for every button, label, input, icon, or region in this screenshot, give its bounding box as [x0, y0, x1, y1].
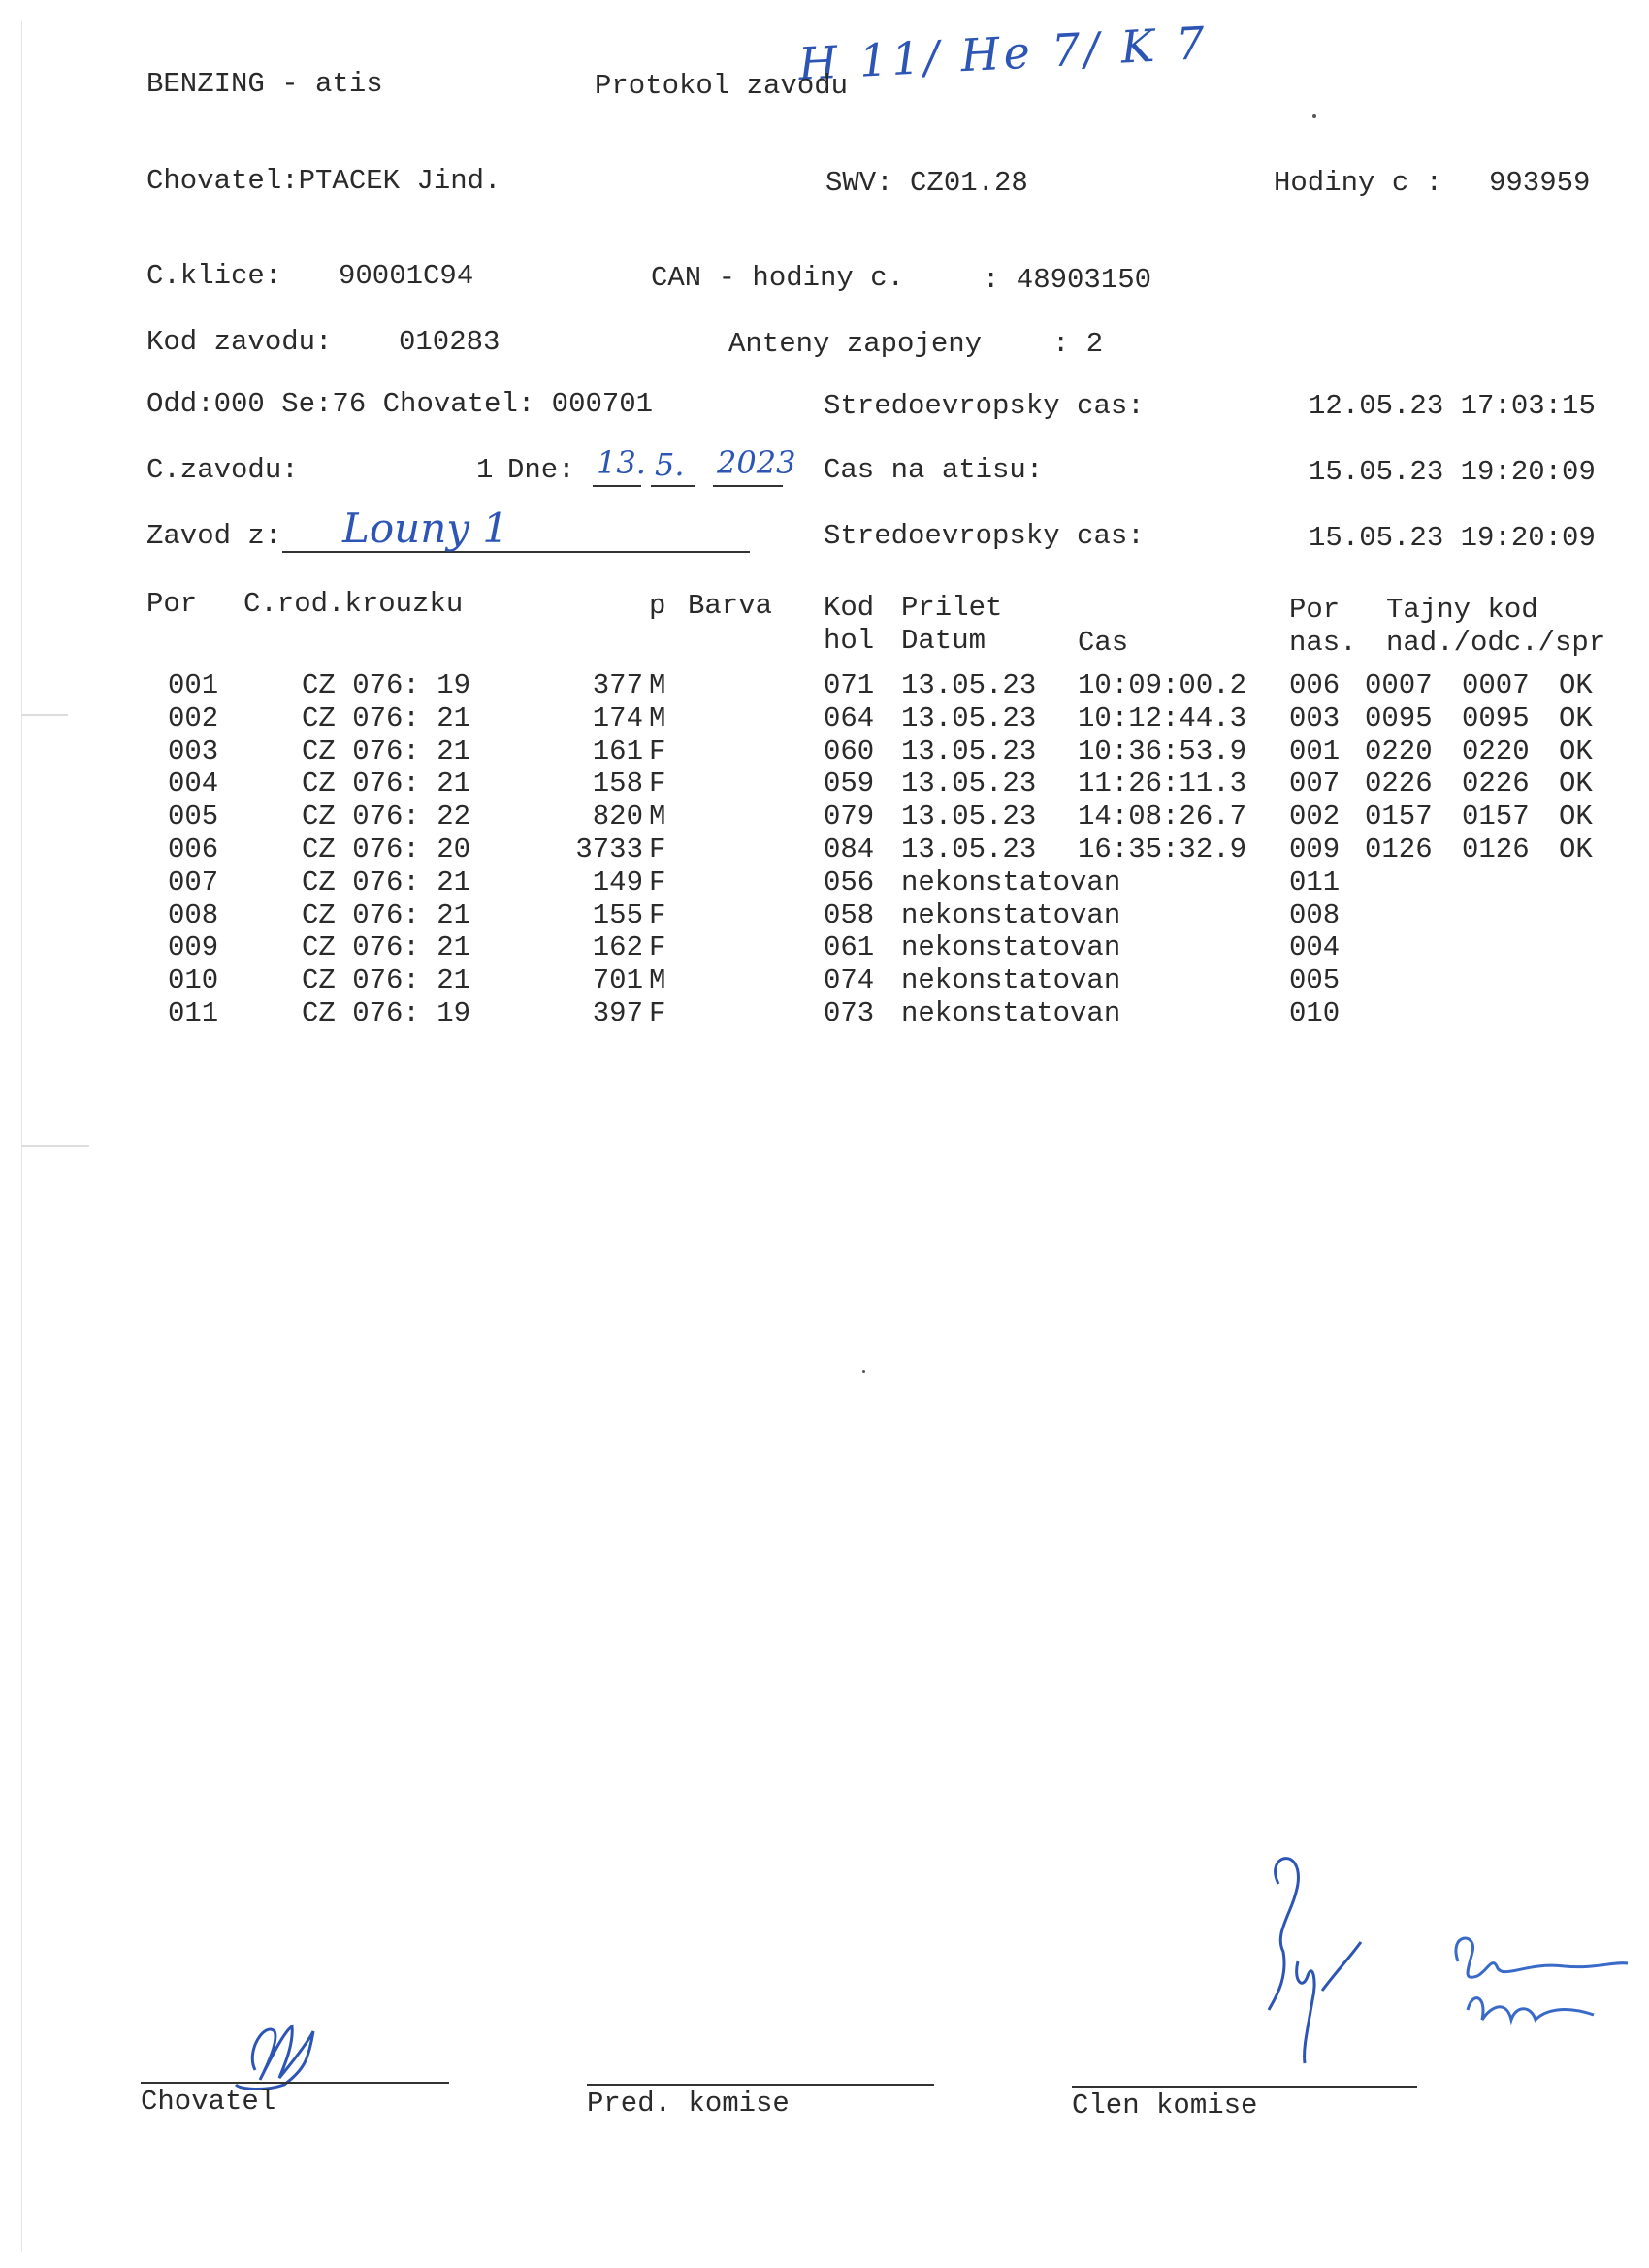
row-secret-code-2: 0126: [1462, 833, 1530, 865]
row-ring-number: 377: [592, 669, 643, 701]
row-date: nekonstatovan: [901, 931, 1121, 964]
row-ring: CZ 076: 21: [302, 701, 471, 734]
table-row: [168, 866, 1603, 899]
cet-value-2: 15.05.23 19:20:09: [1309, 522, 1596, 554]
race-code-label: Kod zavodu:: [146, 326, 333, 358]
row-secret-code-1: 0220: [1365, 734, 1433, 767]
ink-speck: [1312, 114, 1316, 118]
col-header-prilet: Prilet: [901, 592, 1003, 624]
row-por-nas: 007: [1289, 767, 1341, 800]
row-por-nas: 008: [1289, 898, 1341, 931]
row-ring: CZ 076: 20: [302, 833, 471, 865]
row-ring-number: 820: [592, 800, 643, 833]
swv-version: SWV: CZ01.28: [825, 167, 1028, 199]
col-header-por-nas: Por nas.: [1289, 594, 1357, 659]
breeder-name: Chovatel:PTACEK Jind.: [146, 165, 501, 197]
row-por-nas: 002: [1289, 800, 1341, 833]
row-date: 13.05.23: [901, 734, 1037, 767]
row-date: nekonstatovan: [901, 898, 1121, 931]
protocol-page: [21, 16, 1637, 2252]
scan-mark: [21, 714, 68, 716]
row-kod-hol: 071: [824, 669, 875, 701]
antenna-label: Anteny zapojeny: [728, 328, 983, 360]
row-ring: CZ 076: 22: [302, 800, 471, 833]
table-row: [168, 735, 1603, 768]
row-time: 16:35:32.9: [1078, 833, 1247, 865]
row-ring: CZ 076: 21: [302, 898, 471, 931]
row-secret-code-1: 0157: [1365, 800, 1433, 833]
race-from-value: Louny 1: [342, 504, 509, 552]
date-month-line: [651, 485, 695, 487]
date-day-line: [593, 485, 641, 487]
col-header-tajny2: nad./odc./spr: [1386, 627, 1606, 659]
row-secret-code-1: 0095: [1365, 701, 1433, 734]
member-signature-label: Clen komise: [1072, 2090, 1258, 2122]
date-month: 5.: [655, 446, 685, 483]
row-sex: M: [649, 701, 666, 734]
table-row: [168, 800, 1603, 833]
cet-label-1: Stredoevropsky cas:: [824, 390, 1145, 422]
row-time: 10:09:00.2: [1078, 669, 1247, 701]
row-date: nekonstatovan: [901, 865, 1121, 898]
key-value: 90001C94: [339, 260, 474, 292]
row-status: OK: [1559, 767, 1593, 800]
row-ring: CZ 076: 21: [302, 865, 471, 898]
row-ring-number: 3733: [575, 833, 643, 865]
col-header-ring: C.rod.krouzku: [243, 588, 464, 620]
col-header-tajny: Tajny kod: [1386, 594, 1538, 626]
row-kod-hol: 061: [824, 931, 875, 964]
row-date: 13.05.23: [901, 800, 1037, 833]
row-kod-hol: 084: [824, 833, 875, 865]
cet-label-2: Stredoevropsky cas:: [824, 520, 1145, 552]
row-ring: CZ 076: 21: [302, 734, 471, 767]
row-ring-number: 162: [592, 931, 643, 964]
race-from-label: Zavod z:: [146, 520, 282, 552]
chair-signature-label: Pred. komise: [587, 2088, 790, 2120]
row-por: 004: [168, 767, 219, 800]
row-por: 010: [168, 964, 219, 997]
row-ring: CZ 076: 21: [302, 767, 471, 800]
can-value: : 48903150: [983, 264, 1152, 296]
race-no-label: C.zavodu:: [146, 454, 299, 486]
row-ring-number: 701: [592, 964, 643, 997]
row-status: OK: [1559, 701, 1593, 734]
row-sex: F: [649, 931, 666, 964]
row-sex: F: [649, 767, 666, 800]
row-sex: F: [649, 833, 666, 865]
row-status: OK: [1559, 669, 1593, 701]
row-por: 008: [168, 898, 219, 931]
handwritten-header: H 11/ He 7/ K 7: [796, 16, 1211, 91]
row-kod-hol: 059: [824, 767, 875, 800]
row-ring: CZ 076: 19: [302, 997, 471, 1029]
clock-number: 993959: [1489, 167, 1591, 199]
col-header-color: Barva: [688, 590, 773, 622]
row-por: 001: [168, 669, 219, 701]
row-por-nas: 005: [1289, 964, 1341, 997]
row-date: nekonstatovan: [901, 997, 1121, 1029]
row-kod-hol: 056: [824, 865, 875, 898]
row-por-nas: 009: [1289, 833, 1341, 865]
row-por-nas: 006: [1289, 669, 1341, 701]
row-ring-number: 397: [592, 997, 643, 1029]
row-ring-number: 174: [592, 701, 643, 734]
row-kod-hol: 058: [824, 898, 875, 931]
row-ring-number: 161: [592, 734, 643, 767]
breeder-signature-line: [141, 2082, 449, 2084]
date-year: 2023: [717, 444, 796, 481]
row-secret-code-2: 0220: [1462, 734, 1530, 767]
row-date: nekonstatovan: [901, 964, 1121, 997]
row-ring-number: 158: [592, 767, 643, 800]
row-kod-hol: 064: [824, 701, 875, 734]
race-no-value: 1: [476, 454, 494, 486]
row-ring-number: 149: [592, 865, 643, 898]
row-status: OK: [1559, 800, 1593, 833]
table-row: [168, 833, 1603, 866]
row-secret-code-1: 0226: [1365, 767, 1433, 800]
row-por-nas: 011: [1289, 865, 1341, 898]
row-por-nas: 004: [1289, 931, 1341, 964]
table-row: [168, 767, 1603, 800]
row-sex: F: [649, 997, 666, 1029]
table-row: [168, 997, 1603, 1030]
date-label: Dne:: [507, 454, 575, 486]
row-status: OK: [1559, 734, 1593, 767]
row-date: 13.05.23: [901, 669, 1037, 701]
row-sex: M: [649, 964, 666, 997]
row-date: 13.05.23: [901, 701, 1037, 734]
clock-label: Hodiny c :: [1274, 167, 1443, 199]
row-ring: CZ 076: 21: [302, 964, 471, 997]
row-por: 009: [168, 931, 219, 964]
col-header-cas: Cas: [1078, 627, 1129, 659]
row-por: 006: [168, 833, 219, 865]
row-por-nas: 010: [1289, 997, 1341, 1029]
row-time: 11:26:11.3: [1078, 767, 1247, 800]
row-sex: M: [649, 669, 666, 701]
row-kod-hol: 074: [824, 964, 875, 997]
row-por: 007: [168, 865, 219, 898]
scan-mark: [21, 1145, 89, 1147]
row-secret-code-2: 0226: [1462, 767, 1530, 800]
page-title: Protokol zavodu: [595, 70, 849, 102]
table-row: [168, 964, 1603, 997]
row-kod-hol: 073: [824, 997, 875, 1029]
row-kod-hol: 079: [824, 800, 875, 833]
can-label: CAN - hodiny c.: [651, 262, 905, 294]
table-row: [168, 899, 1603, 932]
member-signature: [1448, 1923, 1633, 2058]
row-por: 005: [168, 800, 219, 833]
row-kod-hol: 060: [824, 734, 875, 767]
breeder-signature-label: Chovatel: [141, 2086, 276, 2118]
row-por-nas: 003: [1289, 701, 1341, 734]
table-row: [168, 669, 1603, 702]
row-sex: F: [649, 734, 666, 767]
col-header-kod-hol: Kod hol: [824, 592, 875, 657]
row-secret-code-2: 0095: [1462, 701, 1530, 734]
odd-line: Odd:000 Se:76 Chovatel: 000701: [146, 388, 654, 420]
atis-label: Cas na atisu:: [824, 454, 1044, 486]
chair-signature-line: [587, 2084, 934, 2086]
key-label: C.klice:: [146, 260, 282, 292]
row-time: 14:08:26.7: [1078, 800, 1247, 833]
member-signature-line: [1072, 2086, 1417, 2088]
ink-speck: [862, 1370, 865, 1373]
row-date: 13.05.23: [901, 833, 1037, 865]
atis-value: 15.05.23 19:20:09: [1309, 456, 1596, 488]
row-por: 011: [168, 997, 219, 1029]
col-header-datum: Datum: [901, 625, 986, 657]
breeder-signature: [226, 2002, 342, 2099]
row-por: 003: [168, 734, 219, 767]
race-code-value: 010283: [399, 326, 501, 358]
date-day: 13.: [597, 444, 646, 481]
row-sex: F: [649, 865, 666, 898]
row-ring: CZ 076: 19: [302, 669, 471, 701]
row-sex: F: [649, 898, 666, 931]
row-por: 002: [168, 701, 219, 734]
row-por-nas: 001: [1289, 734, 1341, 767]
row-secret-code-1: 0126: [1365, 833, 1433, 865]
col-header-por: Por: [146, 588, 198, 620]
row-secret-code-1: 0007: [1365, 669, 1433, 701]
row-secret-code-2: 0157: [1462, 800, 1530, 833]
row-secret-code-2: 0007: [1462, 669, 1530, 701]
row-sex: M: [649, 800, 666, 833]
cet-value-1: 12.05.23 17:03:15: [1309, 390, 1596, 422]
table-row: [168, 702, 1603, 735]
chair-signature: [1245, 1845, 1371, 2068]
col-header-sex: p: [649, 590, 666, 622]
row-status: OK: [1559, 833, 1593, 865]
row-time: 10:36:53.9: [1078, 734, 1247, 767]
row-date: 13.05.23: [901, 767, 1037, 800]
table-row: [168, 931, 1603, 964]
row-ring-number: 155: [592, 898, 643, 931]
row-time: 10:12:44.3: [1078, 701, 1247, 734]
row-ring: CZ 076: 21: [302, 931, 471, 964]
antenna-value: : 2: [1052, 328, 1104, 360]
system-name: BENZING - atis: [146, 68, 383, 100]
date-year-line: [713, 485, 783, 487]
